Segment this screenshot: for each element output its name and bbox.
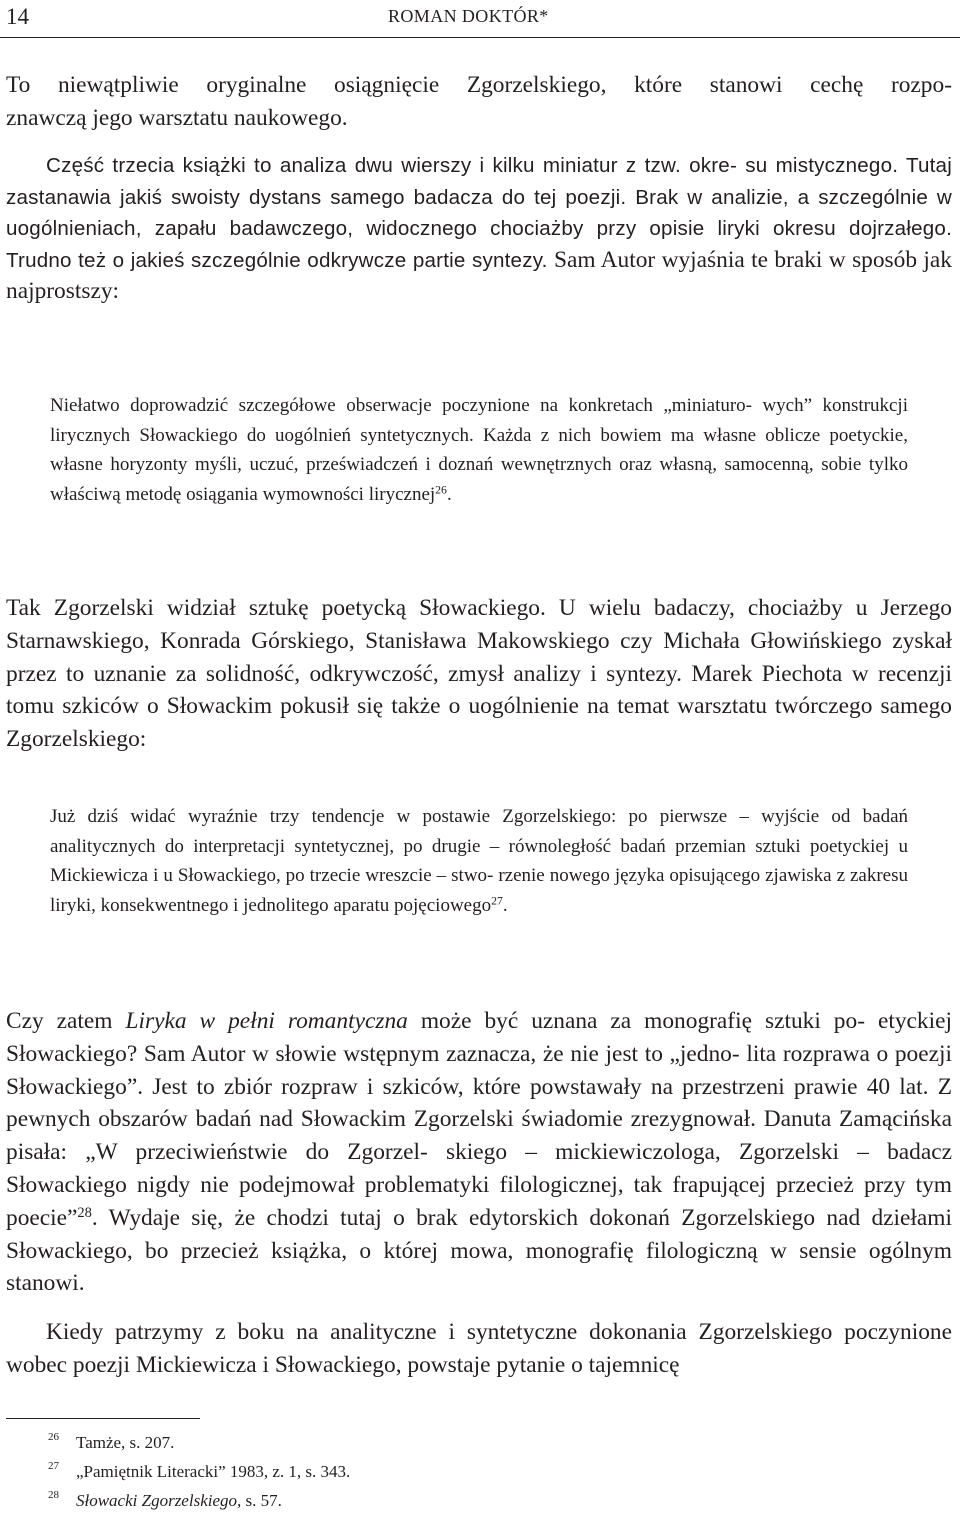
- paragraph-1-line-2: znawczą jego warsztatu naukowego.: [6, 104, 348, 131]
- running-head: ROMAN DOKTÓR*: [388, 6, 549, 26]
- footnote-26: [50, 1433, 174, 1453]
- paragraph-4-middle: może być uznana za monografię sztuki po- etyckiej Słowackiego? Sam Autor w słowie wstępnym zaznacza, że nie jest to „jedno- lita rozprawa o poezji Słowackiego”. Jest to zbiór rozpraw i szkiców, które powstawały na przestrzeni prawie 40 lat. Z pewnych obszarów badań nad Słowackim Zgorzelski świadomie zrezygnował. Danuta Zamącińska pisała: „W przeciwieństwie do Zgorzel- skiego – mickiewiczologa, Zgorzelski – badacz Słowackiego nigdy nie podejmował problematyki filologicznej, tak frapującej przecież przy tym poecie”: [6, 1008, 953, 1231]
- paragraph-4-end: . Wydaje się, że chodzi tutaj o brak edytorskich dokonań Zgorzelskiego nad dziełami Słowackiego, bo przecież książka, o której mowa, monografię filologiczną w sensie ogólnym stanowi.: [6, 1204, 952, 1297]
- paragraph-1-line-1: To niewątpliwie oryginalne osiągnięcie Zgorzelskiego, które stanowi cechę rozpo-: [6, 72, 952, 98]
- paragraph-3-text: Tak Zgorzelski widział sztukę poetycką Słowackiego. U wielu badaczy, chociażby u Jerzego Starnawskiego, Konrada Górskiego, Stanisława Makowskiego czy Michała Głowińskiego zyskał przez to uznanie za solidność, odkrywczość, zmysł analizy i syntezy. Marek Piechota w recenzji tomu szkiców o Słowackim pokusił się także o uogólnienie na temat warsztatu twórczego samego Zgorzelskiego:: [6, 595, 952, 753]
- footnote-27: [50, 1462, 350, 1482]
- block-quote-1: [50, 391, 908, 509]
- footnote-ref-27[interactable]: 27: [491, 894, 503, 908]
- footnote-italic-title: Słowacki Zgorzelskiego,: [76, 1491, 242, 1510]
- footnote-number: 27: [48, 1460, 59, 1472]
- book-title: Liryka w pełni romantyczna: [125, 1008, 408, 1034]
- footnote-number: 28: [48, 1489, 59, 1501]
- paragraph-5: [6, 1316, 952, 1382]
- block-quote-2-text: Już dziś widać wyraźnie trzy tendencje w postawie Zgorzelskiego: po pierwsze – wyjście od badań analitycznych do interpretacji syntetycznej, po drugie – równoległość badań przemian sztuki poetyckiej u Mickiewicza i u Słowackiego, po trzecie wreszcie – stwo- rzenie nowego języka opisującego zjawiska z zakresu liryki, konsekwentnego i jednolitego aparatu pojęciowego: [50, 806, 908, 916]
- footnote-28: [50, 1491, 282, 1511]
- footnote-ref-26[interactable]: 26: [435, 483, 447, 497]
- paragraph-1: [6, 69, 952, 135]
- paragraph-4: [6, 1005, 952, 1300]
- block-quote-1-text: Niełatwo doprowadzić szczegółowe obserwacje poczynione na konkretach „miniaturo- wych” konstrukcji lirycznych Słowackiego do uogólnień syntetycznych. Każda z nich bowiem ma własne oblicze poetyckie, własne horyzonty myśli, uczuć, przeświadczeń i doznań wewnętrznych oraz własną, samocenną, sobie tylko właściwą metodę osiągania wymowności lirycznej: [50, 395, 908, 505]
- block-quote-1-end: .: [446, 483, 452, 505]
- paragraph-2-sans-text: Część trzecia książki to analiza dwu wierszy i kilku miniatur z tzw. okre- su mistycznego. Tutaj zastanawia jakiś swoisty dystans samego badacza do tej poezji. Brak w analizie, a szczególnie w uogólnieniach, zapału badawczego, widocznego chociażby przy opisie liryki okresu dojrzałego. Trudno też o jakieś szczególnie odkrywcze partie syntezy.: [6, 154, 952, 272]
- footnote-rule: [6, 1418, 200, 1419]
- block-quote-2-end: .: [502, 894, 508, 916]
- page-header: [0, 0, 960, 40]
- header-rule: [0, 37, 960, 38]
- paragraph-3: [6, 592, 952, 756]
- paragraph-2: [6, 150, 952, 308]
- footnote-text: „Pamiętnik Literacki” 1983, z. 1, s. 343.: [76, 1462, 351, 1481]
- footnote-text: Tamże, s. 207.: [76, 1433, 175, 1452]
- footnote-text: s. 57.: [241, 1491, 282, 1510]
- paragraph-2-tail: Sam Autor wyjaśnia te braki w sposób jak najprostszy:: [6, 246, 953, 305]
- page-number: 14: [6, 4, 29, 29]
- footnote-number: 26: [48, 1431, 59, 1443]
- block-quote-2: [50, 802, 908, 920]
- paragraph-4-intro: Czy zatem: [6, 1008, 126, 1034]
- footnote-ref-28[interactable]: 28: [77, 1204, 92, 1221]
- paragraph-5-text: Kiedy patrzymy z boku na analityczne i syntetyczne dokonania Zgorzelskiego poczynione wobec poezji Mickiewicza i Słowackiego, powstaje pytanie o tajemnicę: [6, 1319, 952, 1378]
